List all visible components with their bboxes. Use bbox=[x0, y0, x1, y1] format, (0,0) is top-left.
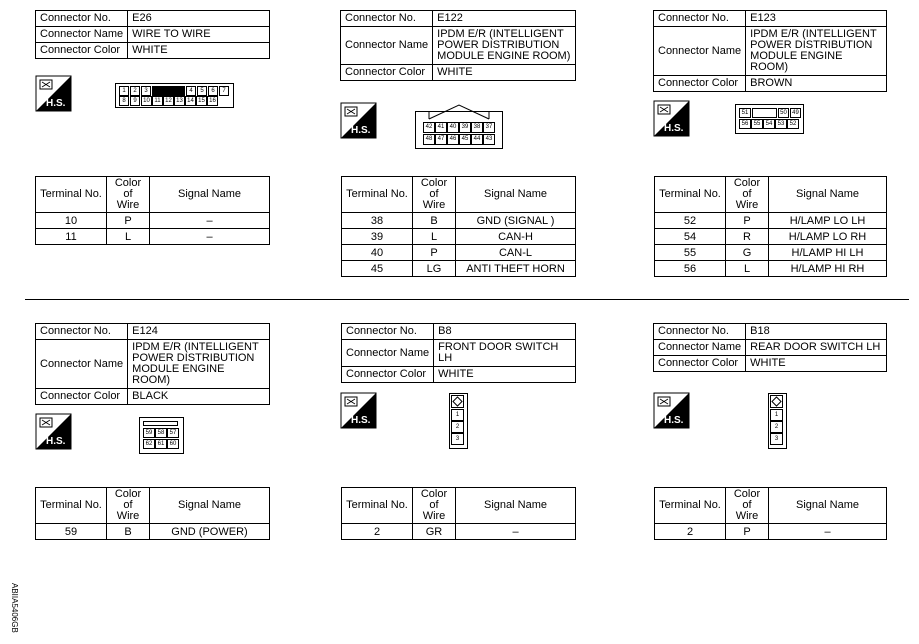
header-wire-color: Color of Wire bbox=[107, 488, 150, 524]
connector-no-value: E122 bbox=[433, 11, 576, 27]
connector-info-table bbox=[35, 10, 270, 59]
table-row: 55 G H/LAMP HI LH bbox=[655, 245, 887, 261]
pin: 37 bbox=[483, 122, 495, 133]
pin: 2 bbox=[770, 421, 783, 433]
harness-side-icon bbox=[36, 414, 71, 449]
pin: 9 bbox=[130, 96, 140, 106]
header-terminal: Terminal No. bbox=[342, 488, 413, 524]
svg-text:H.S.: H.S. bbox=[664, 123, 684, 134]
header-wire-color: Color of Wire bbox=[413, 177, 456, 213]
pin: 11 bbox=[152, 96, 163, 106]
connector-name-value: REAR DOOR SWITCH LH bbox=[746, 340, 887, 356]
pin: 8 bbox=[119, 96, 129, 106]
header-wire-color: Color of Wire bbox=[726, 488, 769, 524]
label-connector-no: Connector No. bbox=[36, 324, 128, 340]
label-connector-name: Connector Name bbox=[342, 340, 434, 367]
label-connector-no: Connector No. bbox=[342, 324, 434, 340]
pin: 41 bbox=[435, 122, 447, 133]
pin: 62 bbox=[143, 439, 155, 449]
connector-color-value: WHITE bbox=[434, 367, 576, 383]
table-row: 56 L H/LAMP HI RH bbox=[655, 261, 887, 277]
signal-table bbox=[341, 176, 576, 277]
label-connector-no: Connector No. bbox=[36, 11, 128, 27]
header-wire-color: Color of Wire bbox=[413, 488, 456, 524]
header-signal: Signal Name bbox=[456, 177, 576, 213]
pin: 5 bbox=[197, 86, 207, 96]
connector-name-value: WIRE TO WIRE bbox=[128, 27, 270, 43]
connector-info-table bbox=[341, 323, 576, 383]
pin: 3 bbox=[770, 433, 783, 445]
label-connector-color: Connector Color bbox=[36, 389, 128, 405]
latch bbox=[143, 421, 178, 426]
pin: 1 bbox=[119, 86, 129, 96]
pin: 53 bbox=[775, 119, 787, 129]
pin: 58 bbox=[155, 428, 167, 438]
connector-info-table bbox=[35, 323, 270, 405]
table-row: 45 LG ANTI THEFT HORN bbox=[342, 261, 576, 277]
pin: 42 bbox=[423, 122, 435, 133]
connector-face bbox=[449, 393, 468, 449]
pin: 14 bbox=[185, 96, 196, 106]
pin: 12 bbox=[163, 96, 174, 106]
label-connector-name: Connector Name bbox=[654, 340, 746, 356]
connector-color-value: WHITE bbox=[746, 356, 887, 372]
section-divider bbox=[25, 299, 909, 300]
table-row: 40 P CAN-L bbox=[342, 245, 576, 261]
connector-name-value: IPDM E/R (INTELLIGENT POWER DISTRIBUTION MODULE ENGINE ROOM) bbox=[746, 27, 887, 76]
label-connector-color: Connector Color bbox=[341, 65, 433, 81]
pin: 57 bbox=[167, 428, 179, 438]
header-terminal: Terminal No. bbox=[342, 177, 413, 213]
pin: 50 bbox=[778, 108, 789, 118]
connector-name-value: IPDM E/R (INTELLIGENT POWER DISTRIBUTION MODULE ENGINE ROOM) bbox=[433, 27, 576, 65]
signal-table bbox=[35, 176, 270, 245]
connector-info-table bbox=[340, 10, 576, 81]
connector-no-value: E124 bbox=[128, 324, 270, 340]
pin: 3 bbox=[451, 433, 464, 445]
harness-side-icon bbox=[36, 76, 71, 111]
label-connector-name: Connector Name bbox=[36, 27, 128, 43]
connector-name-value: FRONT DOOR SWITCH LH bbox=[434, 340, 576, 367]
pin: 40 bbox=[447, 122, 459, 133]
connector-info-table bbox=[653, 10, 887, 92]
pin: 55 bbox=[751, 119, 763, 129]
harness-side-icon bbox=[654, 393, 689, 428]
svg-text:H.S.: H.S. bbox=[46, 436, 66, 447]
connector-color-value: BROWN bbox=[746, 76, 887, 92]
pin: 46 bbox=[447, 134, 459, 145]
header-terminal: Terminal No. bbox=[655, 177, 726, 213]
signal-table bbox=[341, 487, 576, 540]
pin: 3 bbox=[141, 86, 151, 96]
diamond-key-icon bbox=[451, 395, 464, 408]
label-connector-name: Connector Name bbox=[341, 27, 433, 65]
pin: 49 bbox=[790, 108, 801, 118]
header-terminal: Terminal No. bbox=[655, 488, 726, 524]
pin: 45 bbox=[459, 134, 471, 145]
table-row: 2 P – bbox=[655, 524, 887, 540]
image-code bbox=[2, 583, 19, 639]
header-signal: Signal Name bbox=[150, 177, 270, 213]
pin: 13 bbox=[174, 96, 185, 106]
connector-face bbox=[768, 393, 787, 449]
header-terminal: Terminal No. bbox=[36, 177, 107, 213]
pin: 15 bbox=[196, 96, 207, 106]
pin: 7 bbox=[219, 86, 229, 96]
svg-text:ABIIA5406GB: ABIIA5406GB bbox=[10, 583, 19, 633]
pin: 6 bbox=[208, 86, 218, 96]
label-connector-no: Connector No. bbox=[654, 324, 746, 340]
connector-face bbox=[115, 83, 234, 108]
table-row: 52 P H/LAMP LO LH bbox=[655, 213, 887, 229]
pin: 56 bbox=[739, 119, 751, 129]
signal-table bbox=[654, 176, 887, 277]
connector-no-value: E123 bbox=[746, 11, 887, 27]
header-signal: Signal Name bbox=[456, 488, 576, 524]
label-connector-color: Connector Color bbox=[654, 356, 746, 372]
header-signal: Signal Name bbox=[769, 177, 887, 213]
header-terminal: Terminal No. bbox=[36, 488, 107, 524]
pin: 4 bbox=[186, 86, 196, 96]
label-connector-name: Connector Name bbox=[36, 340, 128, 389]
connector-no-value: B8 bbox=[434, 324, 576, 340]
harness-side-icon bbox=[341, 393, 376, 428]
connector-color-value: WHITE bbox=[128, 43, 270, 59]
table-row: 11 L – bbox=[36, 229, 270, 245]
pin: 16 bbox=[207, 96, 218, 106]
pin: 2 bbox=[451, 421, 464, 433]
pin: 43 bbox=[483, 134, 495, 145]
connector-name-value: IPDM E/R (INTELLIGENT POWER DISTRIBUTION MODULE ENGINE ROOM) bbox=[128, 340, 270, 389]
pin: 60 bbox=[167, 439, 179, 449]
connector-no-value: B18 bbox=[746, 324, 887, 340]
connector-face bbox=[139, 417, 184, 454]
header-signal: Signal Name bbox=[150, 488, 270, 524]
header-wire-color: Color of Wire bbox=[107, 177, 150, 213]
header-signal: Signal Name bbox=[769, 488, 887, 524]
connector-face bbox=[415, 101, 503, 149]
label-connector-name: Connector Name bbox=[654, 27, 746, 76]
connector-color-value: WHITE bbox=[433, 65, 576, 81]
table-row: 38 B GND (SIGNAL ) bbox=[342, 213, 576, 229]
table-row: 39 L CAN-H bbox=[342, 229, 576, 245]
hs-label: H.S. bbox=[46, 98, 66, 109]
label-connector-no: Connector No. bbox=[654, 11, 746, 27]
table-row: 54 R H/LAMP LO RH bbox=[655, 229, 887, 245]
pin: 47 bbox=[435, 134, 447, 145]
connector-face bbox=[735, 104, 804, 134]
signal-table bbox=[654, 487, 887, 540]
pin-blank bbox=[752, 108, 777, 118]
pin: 38 bbox=[471, 122, 483, 133]
pin: 52 bbox=[787, 119, 799, 129]
connector-color-value: BLACK bbox=[128, 389, 270, 405]
pin: 44 bbox=[471, 134, 483, 145]
table-row: 59 B GND (POWER) bbox=[36, 524, 270, 540]
pin: 10 bbox=[141, 96, 152, 106]
pin: 39 bbox=[459, 122, 471, 133]
svg-text:H.S.: H.S. bbox=[351, 415, 371, 426]
pin: 61 bbox=[155, 439, 167, 449]
diamond-key-icon bbox=[770, 395, 783, 408]
label-connector-color: Connector Color bbox=[654, 76, 746, 92]
harness-side-icon bbox=[341, 103, 376, 138]
svg-text:H.S.: H.S. bbox=[351, 125, 371, 136]
label-connector-no: Connector No. bbox=[341, 11, 433, 27]
table-row: 2 GR – bbox=[342, 524, 576, 540]
svg-text:H.S.: H.S. bbox=[664, 415, 684, 426]
table-row: 10 P – bbox=[36, 213, 270, 229]
pin: 1 bbox=[451, 409, 464, 421]
label-connector-color: Connector Color bbox=[36, 43, 128, 59]
pin: 59 bbox=[143, 428, 155, 438]
signal-table bbox=[35, 487, 270, 540]
label-connector-color: Connector Color bbox=[342, 367, 434, 383]
connector-no-value: E26 bbox=[128, 11, 270, 27]
pin: 2 bbox=[130, 86, 140, 96]
header-wire-color: Color of Wire bbox=[726, 177, 769, 213]
pin: 1 bbox=[770, 409, 783, 421]
pin-blank bbox=[152, 86, 185, 96]
pin: 51 bbox=[739, 108, 751, 118]
pin: 48 bbox=[423, 134, 435, 145]
harness-side-icon bbox=[654, 101, 689, 136]
pin: 54 bbox=[763, 119, 775, 129]
connector-info-table bbox=[653, 323, 887, 372]
